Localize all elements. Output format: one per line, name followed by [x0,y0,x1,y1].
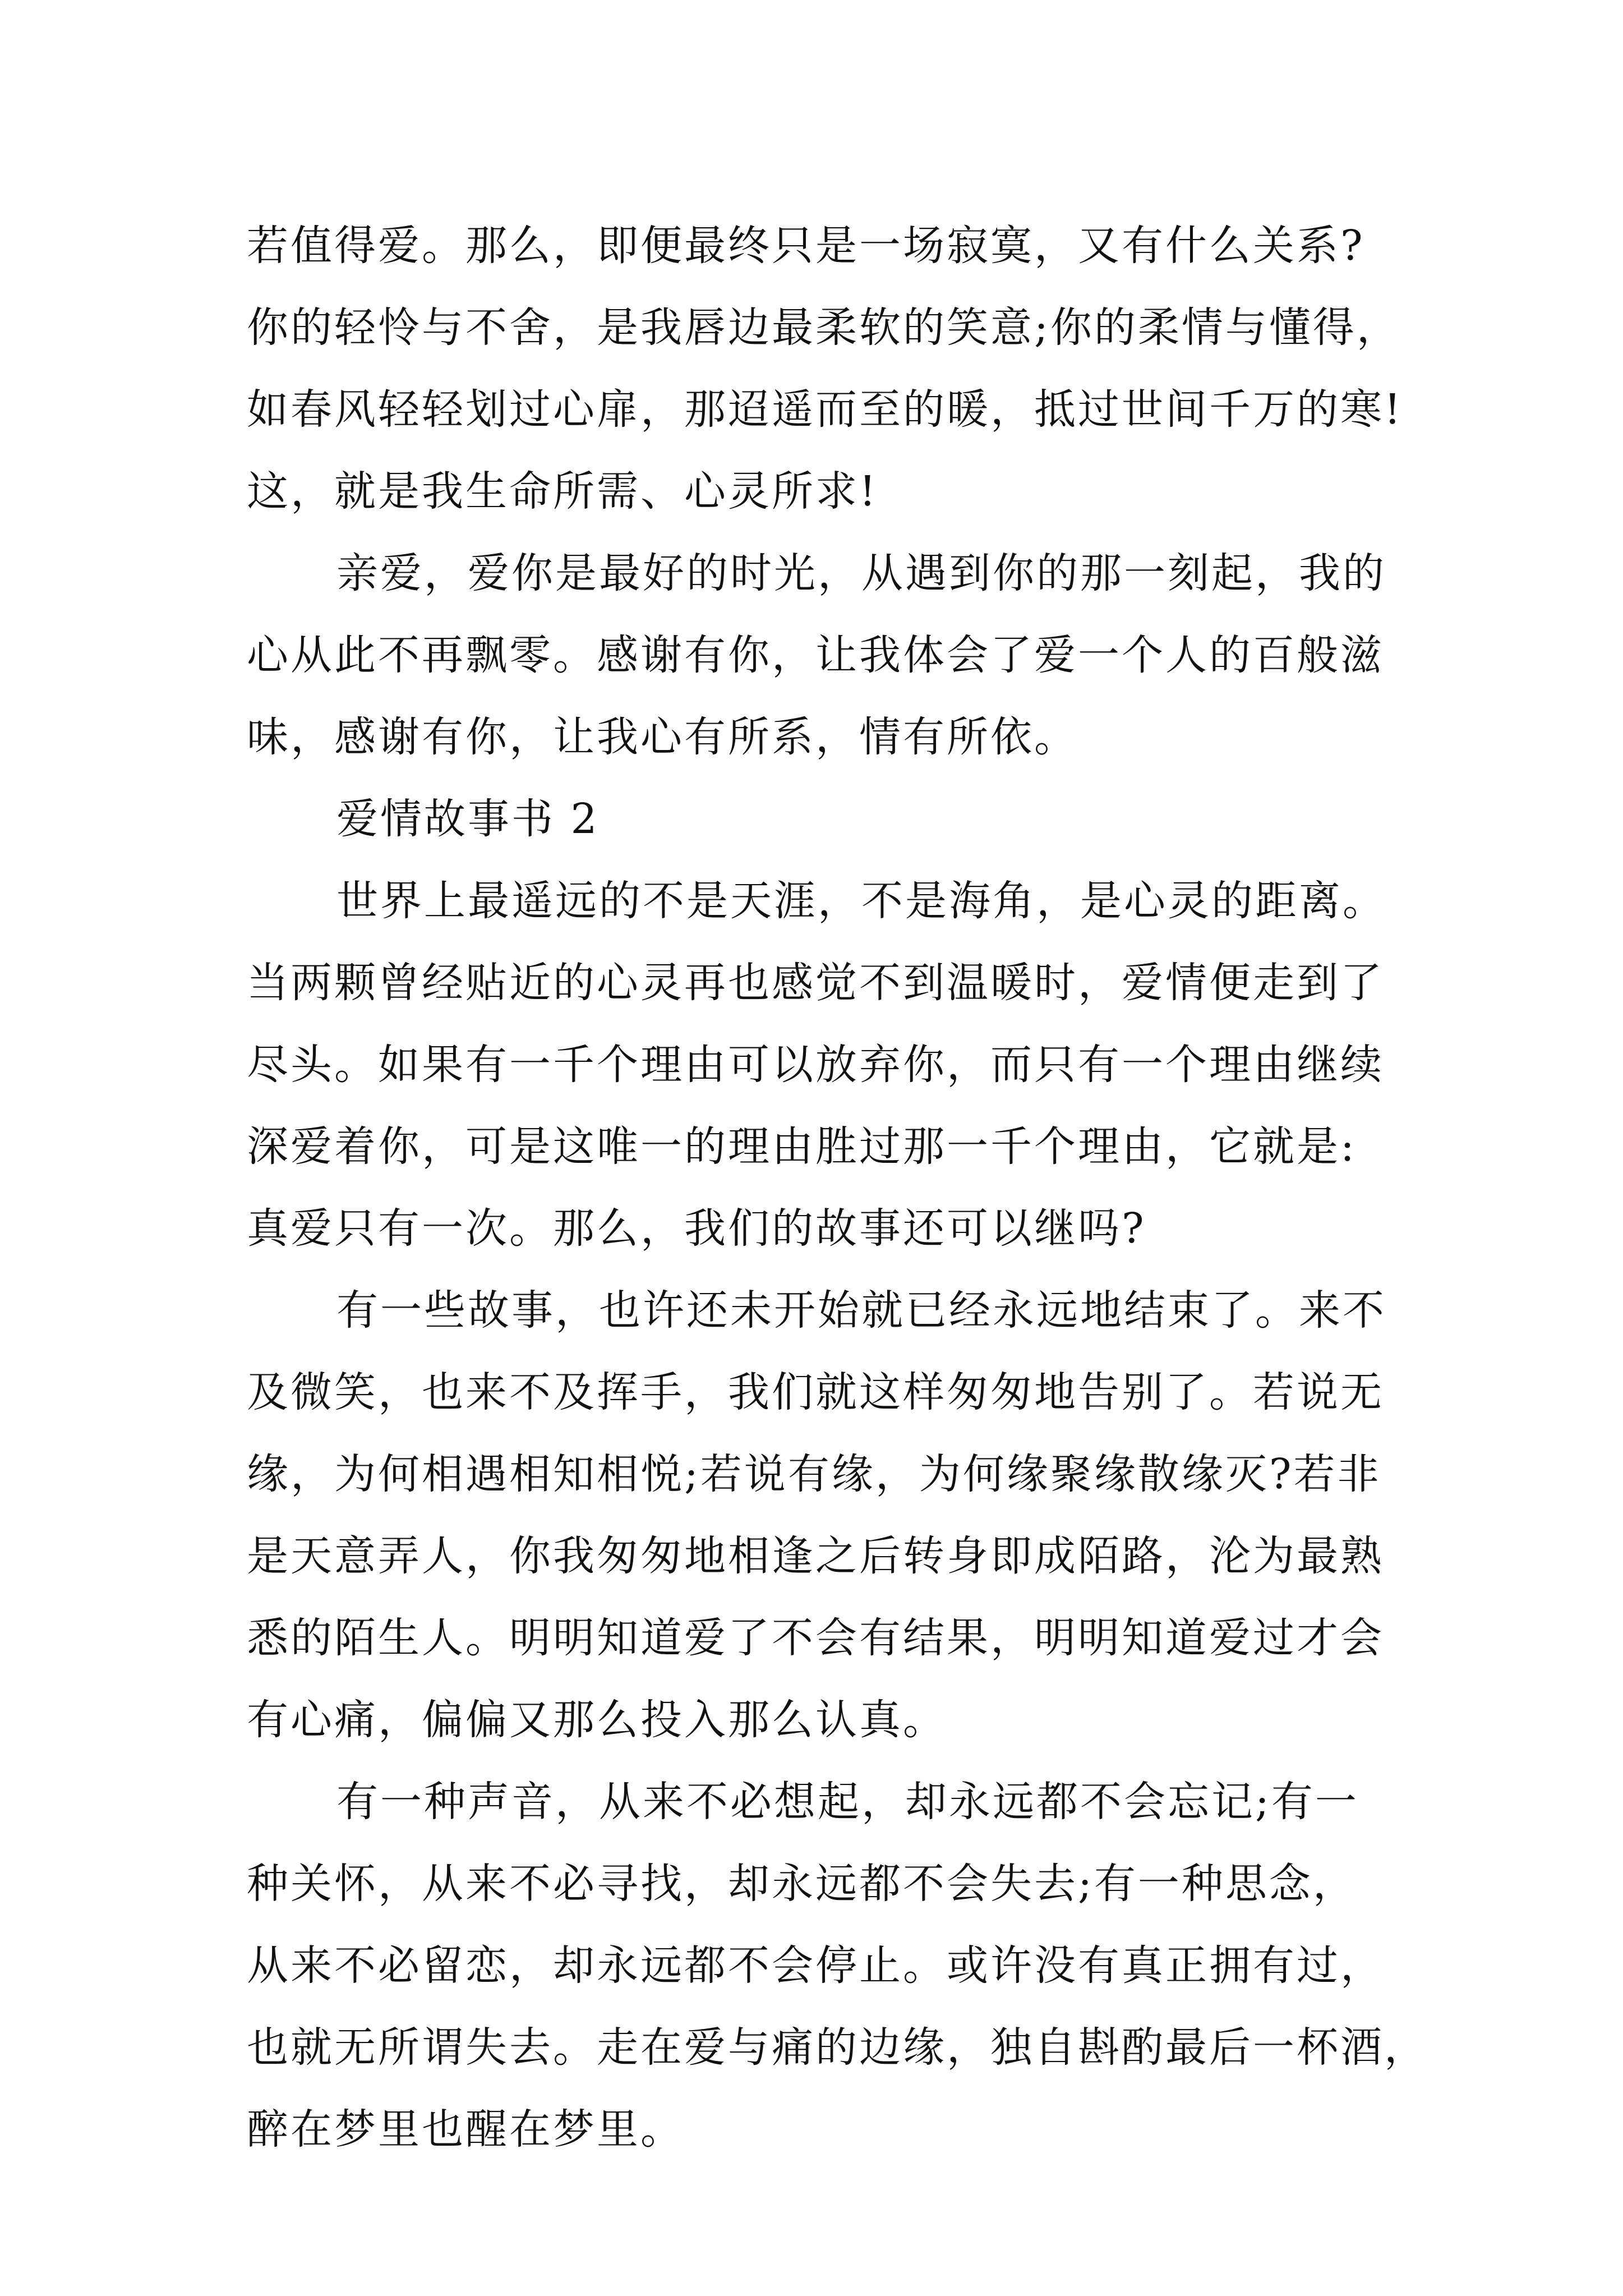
text-line: 这，就是我生命所需、心灵所求! [247,467,878,516]
text-line: 如春风轻轻划过心扉，那迢遥而至的暖，抵过世间千万的寒! [247,385,1403,434]
text-line: 种关怀，从来不必寻找，却永远都不会失去;有一种思念， [247,1860,1357,1908]
text-line: 悉的陌生人。明明知道爱了不会有结果，明明知道爱过才会 [247,1614,1384,1662]
text-line: 真爱只有一次。那么，我们的故事还可以继吗? [247,1204,1146,1253]
text-line: 有一种声音，从来不必想起，却永远都不会忘记;有一 [336,1778,1359,1826]
text-line: 味，感谢有你，让我心有所系，情有所依。 [247,713,1078,761]
text-line: 爱情故事书 2 [336,795,600,843]
text-line: 深爱着你，可是这唯一的理由胜过那一千个理由，它就是: [247,1122,1357,1171]
text-line: 及微笑，也来不及挥手，我们就这样匆匆地告别了。若说无 [247,1368,1384,1416]
text-line: 尽头。如果有一千个理由可以放弃你，而只有一个理由继续 [247,1041,1384,1089]
text-line: 从来不必留恋，却永远都不会停止。或许没有真正拥有过， [247,1941,1384,1990]
text-line: 当两颗曾经贴近的心灵再也感觉不到温暖时，爱情便走到了 [247,959,1384,1007]
text-line: 也就无所谓失去。走在爱与痛的边缘，独自斟酌最后一杯酒， [247,2023,1428,2072]
text-line: 是天意弄人，你我匆匆地相逢之后转身即成陌路，沦为最熟 [247,1532,1384,1580]
text-line: 有一些故事，也许还未开始就已经永远地结束了。来不 [336,1286,1386,1335]
document-body [247,205,1428,2170]
text-line: 有心痛，偏偏又那么投入那么认真。 [247,1696,947,1744]
text-line: 心从此不再飘零。感谢有你，让我体会了爱一个人的百般滋 [247,631,1384,679]
text-line: 你的轻怜与不舍，是我唇边最柔软的笑意;你的柔情与懂得， [247,303,1400,352]
text-line: 醉在梦里也醒在梦里。 [247,2105,684,2154]
text-line: 亲爱，爱你是最好的时光，从遇到你的那一刻起，我的 [336,549,1386,597]
text-line: 世界上最遥远的不是天涯，不是海角，是心灵的距离。 [336,877,1386,925]
text-line: 缘，为何相遇相知相悦;若说有缘，为何缘聚缘散缘灭?若非 [247,1450,1381,1498]
text-line: 若值得爱。那么，即便最终只是一场寂寞，又有什么关系? [247,222,1365,270]
